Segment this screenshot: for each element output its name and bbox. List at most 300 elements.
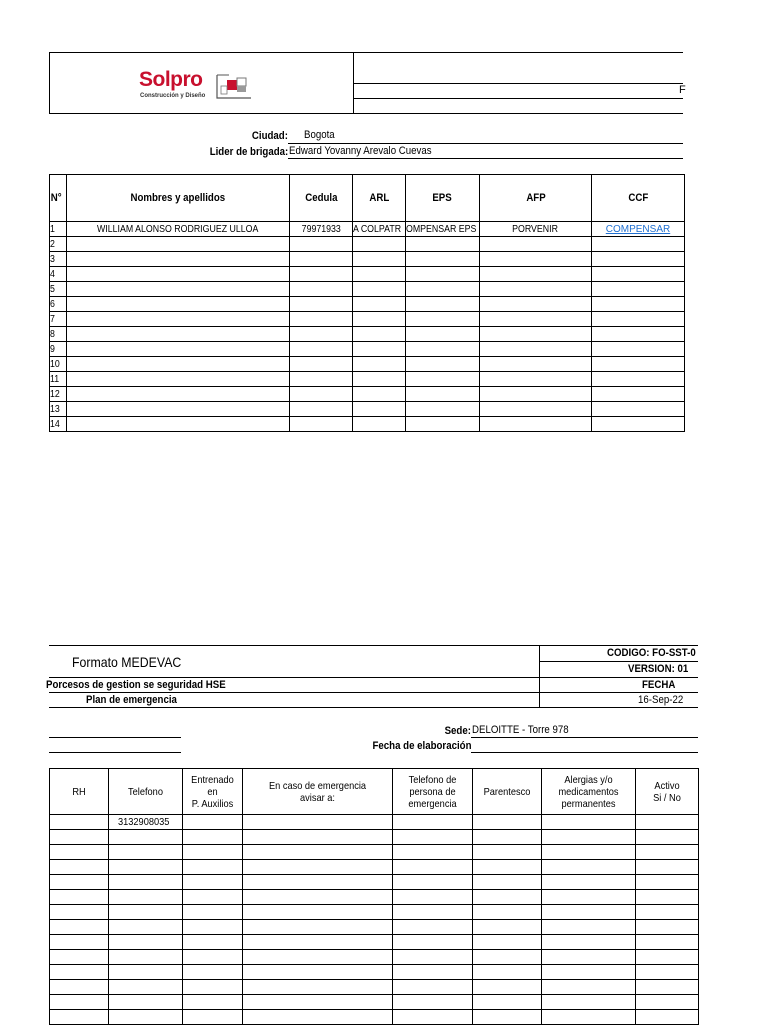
table-cell	[636, 905, 699, 920]
table-cell	[50, 267, 67, 282]
table-cell	[592, 357, 685, 372]
cell-value: 7	[50, 313, 55, 325]
table-cell	[290, 327, 353, 342]
table-cell	[183, 845, 243, 860]
column-header-line: RH	[72, 785, 86, 798]
table-cell[interactable]	[592, 222, 685, 237]
table-cell	[636, 830, 699, 845]
column-header	[353, 175, 406, 222]
table-cell	[406, 417, 480, 432]
table-cell	[183, 875, 243, 890]
table-cell	[592, 387, 685, 402]
table-cell	[290, 252, 353, 267]
sede-underline	[471, 737, 698, 738]
sede-value: DELOITTE - Torre 978	[472, 724, 569, 736]
table-cell	[393, 965, 473, 980]
column-header-line: Entrenado	[191, 773, 234, 786]
table-row	[50, 890, 699, 905]
table-cell	[592, 267, 685, 282]
table-cell	[406, 327, 480, 342]
medevac-fecha-label: FECHA	[642, 679, 676, 691]
table-row	[50, 252, 685, 267]
table-cell	[473, 965, 542, 980]
table-row	[50, 995, 699, 1010]
table-cell	[290, 312, 353, 327]
table-cell	[109, 845, 183, 860]
table-cell	[406, 222, 480, 237]
table-row	[50, 417, 685, 432]
table-row	[50, 920, 699, 935]
table-cell	[67, 237, 290, 252]
medevac-line-2	[49, 692, 698, 693]
table-cell	[50, 950, 109, 965]
table-cell	[473, 890, 542, 905]
table-cell	[406, 282, 480, 297]
table-cell	[243, 1010, 393, 1025]
table-cell	[592, 327, 685, 342]
table-row	[50, 342, 685, 357]
column-header-line: persona de	[409, 785, 456, 798]
table-cell	[473, 875, 542, 890]
table-cell	[393, 905, 473, 920]
table-cell	[473, 845, 542, 860]
table-cell	[636, 920, 699, 935]
table-cell	[473, 860, 542, 875]
table-cell	[636, 860, 699, 875]
table-cell	[183, 860, 243, 875]
table-cell	[473, 815, 542, 830]
column-header	[243, 769, 393, 815]
column-header-line: P. Auxilios	[191, 797, 234, 810]
table-cell	[473, 920, 542, 935]
table-cell	[183, 1010, 243, 1025]
cell-value: 6	[50, 298, 55, 310]
table-cell	[353, 387, 406, 402]
table-cell	[393, 995, 473, 1010]
table-cell	[480, 402, 592, 417]
column-header-line: emergencia	[408, 797, 457, 810]
table-cell	[592, 372, 685, 387]
medevac-subtitle-plan: Plan de emergencia	[86, 694, 177, 706]
column-header	[183, 769, 243, 815]
table-cell	[636, 950, 699, 965]
table-cell	[109, 830, 183, 845]
table-cell	[480, 267, 592, 282]
table-cell	[183, 890, 243, 905]
column-header-label: ARL	[369, 192, 389, 204]
medevac-subtitle-process: Porcesos de gestion se seguridad HSE	[46, 679, 226, 691]
fecha-elaboracion-label: Fecha de elaboración	[372, 740, 471, 752]
table-cell	[243, 980, 393, 995]
table-cell	[592, 282, 685, 297]
medevac-divider	[539, 645, 540, 708]
table-cell	[353, 342, 406, 357]
company-logo	[139, 68, 259, 108]
header-right-line-2	[353, 98, 683, 99]
table-cell	[480, 312, 592, 327]
table-row	[50, 312, 685, 327]
table-cell	[592, 417, 685, 432]
column-header	[67, 175, 290, 222]
table-cell	[393, 815, 473, 830]
table-cell	[290, 372, 353, 387]
table-row	[50, 935, 699, 950]
column-header	[592, 175, 685, 222]
table-cell	[67, 402, 290, 417]
table-row	[50, 950, 699, 965]
table-row	[50, 297, 685, 312]
table-cell	[406, 312, 480, 327]
table-cell	[393, 935, 473, 950]
cell-value: 14	[50, 418, 60, 430]
cell-value: WILLIAM ALONSO RODRIGUEZ ULLOA	[97, 223, 259, 235]
table-cell	[480, 222, 592, 237]
column-header-label: AFP	[525, 192, 546, 204]
table-row	[50, 860, 699, 875]
table-cell	[50, 282, 67, 297]
table-cell	[290, 417, 353, 432]
table-cell	[542, 920, 636, 935]
column-header-label: EPS	[432, 192, 453, 204]
table-cell	[183, 815, 243, 830]
table-cell	[406, 402, 480, 417]
table-cell	[50, 327, 67, 342]
table-cell	[50, 357, 67, 372]
table-cell	[243, 860, 393, 875]
leader-value: Edward Yovanny Arevalo Cuevas	[289, 145, 432, 157]
table-cell	[50, 935, 109, 950]
header-left-border	[49, 52, 50, 114]
header-right-line-1	[353, 83, 683, 84]
table-cell	[480, 387, 592, 402]
table-cell	[50, 965, 109, 980]
table-cell	[406, 357, 480, 372]
table-cell	[636, 995, 699, 1010]
table-cell	[542, 980, 636, 995]
table-cell	[393, 845, 473, 860]
table-cell	[353, 237, 406, 252]
table-cell	[50, 995, 109, 1010]
table-cell	[290, 297, 353, 312]
table-cell	[290, 282, 353, 297]
table-cell	[542, 995, 636, 1010]
column-header	[542, 769, 636, 815]
table-cell	[243, 905, 393, 920]
table-cell	[183, 830, 243, 845]
table-cell	[50, 830, 109, 845]
table-header-row	[50, 769, 699, 815]
table-cell	[290, 267, 353, 282]
cell-value: A COLPATR	[353, 223, 402, 235]
leader-label: Lider de brigada:	[209, 146, 288, 158]
table-cell	[480, 237, 592, 252]
table-cell	[393, 980, 473, 995]
medevac-table	[49, 768, 699, 1025]
column-header-line: Telefono de	[408, 773, 457, 786]
logo-brand: Solpro	[139, 68, 203, 91]
table-cell	[406, 342, 480, 357]
table-cell	[109, 920, 183, 935]
table-cell	[109, 950, 183, 965]
table-cell	[290, 342, 353, 357]
cell-value: 3132908035	[118, 815, 170, 828]
table-cell	[636, 935, 699, 950]
table-cell	[50, 402, 67, 417]
column-header-label: N°	[50, 192, 62, 204]
table-cell	[50, 417, 67, 432]
table-cell	[473, 980, 542, 995]
cell-value: 10	[50, 358, 60, 370]
table-cell	[406, 267, 480, 282]
table-cell	[542, 1010, 636, 1025]
cell-value: 12	[50, 388, 60, 400]
column-header	[109, 769, 183, 815]
table-cell	[542, 935, 636, 950]
table-cell	[67, 267, 290, 282]
table-cell	[542, 875, 636, 890]
table-row	[50, 222, 685, 237]
column-header	[406, 175, 480, 222]
table-cell	[353, 312, 406, 327]
table-cell	[243, 845, 393, 860]
table-cell	[406, 237, 480, 252]
ccf-link[interactable]: COMPENSAR	[605, 223, 671, 235]
table-cell	[50, 860, 109, 875]
medevac-bottom-border	[49, 707, 698, 708]
table-cell	[592, 237, 685, 252]
table-cell	[592, 312, 685, 327]
table-cell	[542, 890, 636, 905]
column-header-line: Parentesco	[483, 785, 531, 798]
header-top-border	[49, 52, 683, 53]
table-cell	[542, 965, 636, 980]
column-header	[473, 769, 542, 815]
table-row	[50, 327, 685, 342]
table-cell	[50, 372, 67, 387]
table-cell	[393, 860, 473, 875]
blank-line-1	[49, 737, 181, 738]
table-cell	[480, 327, 592, 342]
table-row	[50, 845, 699, 860]
table-cell	[50, 875, 109, 890]
table-cell	[592, 297, 685, 312]
table-cell	[50, 222, 67, 237]
table-cell	[353, 372, 406, 387]
column-header-line: avisar a:	[300, 791, 335, 804]
table-cell	[353, 417, 406, 432]
table-cell	[67, 387, 290, 402]
table-cell	[480, 342, 592, 357]
table-row	[50, 1010, 699, 1025]
table-cell	[109, 965, 183, 980]
table-cell	[67, 297, 290, 312]
table-cell	[50, 890, 109, 905]
table-cell	[393, 1010, 473, 1025]
table-cell	[636, 980, 699, 995]
column-header-line: Activo	[654, 779, 680, 792]
table-cell	[473, 950, 542, 965]
cell-value: PORVENIR	[512, 223, 559, 235]
column-header-line: Si / No	[653, 791, 681, 804]
table-cell	[353, 297, 406, 312]
medevac-right-line	[539, 661, 698, 662]
medevac-top-border	[49, 645, 698, 646]
table-cell	[50, 980, 109, 995]
table-row	[50, 267, 685, 282]
table-cell	[109, 1010, 183, 1025]
table-row	[50, 387, 685, 402]
table-cell	[480, 357, 592, 372]
table-cell	[290, 357, 353, 372]
table-cell	[243, 815, 393, 830]
table-cell	[67, 372, 290, 387]
column-header	[480, 175, 592, 222]
column-header-line: en	[207, 785, 218, 798]
table-cell	[243, 995, 393, 1010]
cell-value: 13	[50, 403, 60, 415]
city-label: Ciudad:	[251, 130, 288, 142]
table-cell	[393, 920, 473, 935]
table-cell	[50, 252, 67, 267]
table-cell	[480, 417, 592, 432]
medevac-version: VERSION: 01	[628, 663, 689, 675]
table-cell	[50, 387, 67, 402]
table-cell	[406, 252, 480, 267]
table-row	[50, 402, 685, 417]
table-row	[50, 372, 685, 387]
table-cell	[67, 357, 290, 372]
sede-label: Sede:	[444, 725, 471, 737]
blank-line-2	[49, 752, 181, 753]
table-cell	[406, 387, 480, 402]
medevac-codigo: CODIGO: FO-SST-0	[607, 647, 696, 659]
table-cell	[542, 860, 636, 875]
table-cell	[109, 860, 183, 875]
table-cell	[290, 237, 353, 252]
cell-value: OMPENSAR EPS	[406, 223, 477, 235]
table-cell	[636, 845, 699, 860]
medevac-line-1	[49, 677, 698, 678]
table-row	[50, 980, 699, 995]
table-cell	[67, 222, 290, 237]
leader-underline	[288, 158, 683, 159]
table-cell	[67, 327, 290, 342]
table-cell	[67, 342, 290, 357]
table-row	[50, 875, 699, 890]
table-cell	[473, 905, 542, 920]
cell-value: 9	[50, 343, 55, 355]
table-cell	[353, 267, 406, 282]
table-cell	[183, 965, 243, 980]
table-cell	[473, 995, 542, 1010]
logo-tagline: Construcción y Diseño	[140, 93, 206, 99]
column-header	[290, 175, 353, 222]
fecha-elaboracion-underline	[471, 752, 698, 753]
table-cell	[243, 875, 393, 890]
table-row	[50, 357, 685, 372]
table-cell	[109, 890, 183, 905]
table-cell	[243, 890, 393, 905]
city-value: Bogota	[304, 129, 335, 141]
table-cell	[636, 890, 699, 905]
table-cell	[480, 297, 592, 312]
medevac-title: Formato MEDEVAC	[72, 654, 182, 670]
column-header-line: Telefono	[128, 785, 163, 798]
cell-value: 11	[50, 373, 60, 385]
table-cell	[183, 980, 243, 995]
table-cell	[109, 875, 183, 890]
table-cell	[393, 950, 473, 965]
table-cell	[183, 935, 243, 950]
table-cell	[473, 935, 542, 950]
table-cell	[50, 815, 109, 830]
cell-value: 5	[50, 283, 55, 295]
header-right-fragment: F	[679, 84, 686, 96]
table-cell	[290, 402, 353, 417]
table-cell	[636, 965, 699, 980]
table-cell	[592, 342, 685, 357]
table-cell	[542, 905, 636, 920]
table-cell	[50, 297, 67, 312]
table-cell	[243, 950, 393, 965]
table-cell	[542, 815, 636, 830]
table-cell	[243, 965, 393, 980]
table-cell	[542, 845, 636, 860]
table-cell	[480, 282, 592, 297]
table-cell	[636, 875, 699, 890]
table-cell	[353, 402, 406, 417]
table-row	[50, 815, 699, 830]
column-header-line: medicamentos	[558, 785, 619, 798]
cell-value: 8	[50, 328, 55, 340]
column-header-line: permanentes	[561, 797, 616, 810]
table-cell	[67, 252, 290, 267]
header-bottom-border	[49, 113, 683, 114]
table-cell	[480, 252, 592, 267]
table-cell	[542, 950, 636, 965]
table-row	[50, 965, 699, 980]
table-cell	[50, 920, 109, 935]
column-header-line: En caso de emergencia	[268, 779, 367, 792]
cell-value: 79971933	[301, 223, 341, 235]
table-cell	[393, 890, 473, 905]
table-cell	[636, 1010, 699, 1025]
table-row	[50, 830, 699, 845]
cell-value: 3	[50, 253, 55, 265]
table-cell	[67, 282, 290, 297]
table-cell	[592, 402, 685, 417]
table-cell	[109, 980, 183, 995]
column-header	[393, 769, 473, 815]
table-cell	[393, 875, 473, 890]
table-cell	[473, 830, 542, 845]
cell-value: 2	[50, 238, 55, 250]
table-row	[50, 905, 699, 920]
table-cell	[243, 830, 393, 845]
table-row	[50, 282, 685, 297]
table-cell	[353, 282, 406, 297]
column-header-label: CCF	[628, 192, 648, 204]
table-cell	[592, 252, 685, 267]
table-cell	[50, 905, 109, 920]
table-cell	[353, 222, 406, 237]
column-header-line: Alergias y/o	[564, 773, 613, 786]
table-cell	[183, 995, 243, 1010]
column-header-label: Nombres y apellidos	[130, 192, 226, 204]
cell-value: 1	[50, 223, 55, 235]
logo-mark-icon	[215, 72, 253, 100]
table-cell	[353, 327, 406, 342]
